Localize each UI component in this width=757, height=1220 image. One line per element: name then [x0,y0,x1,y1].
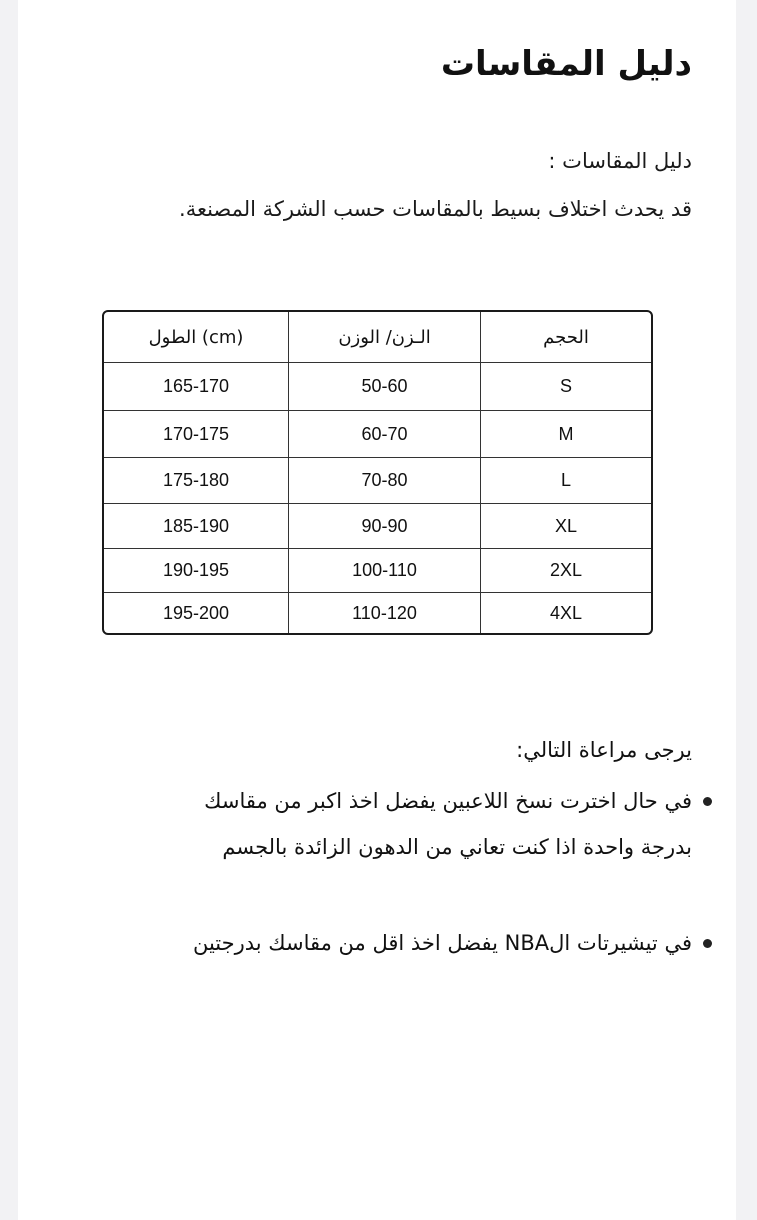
cell-weight: 60-70 [289,411,481,457]
table-row [104,592,651,633]
cell-height: 175-180 [104,458,289,503]
table-row [104,548,651,592]
table-row [104,362,651,410]
table-row [104,410,651,457]
cell-weight: 50-60 [289,363,481,410]
header-weight: الـزن/ الوزن [289,312,481,362]
cell-size: M [558,423,574,444]
header-height: (cm) الطول [104,312,289,362]
size-guide-page [18,0,736,1220]
note-text-line: في حال اخترت نسخ اللاعبين يفضل اخذ اكبر من مقاسك [204,789,692,813]
cell-height: 185-190 [104,504,289,548]
cell-size: 4XL [549,602,583,623]
table-row [104,503,651,548]
intro-label: دليل المقاسات : [548,149,692,173]
cell-height: 190-195 [104,549,289,592]
intro-text: قد يحدث اختلاف بسيط بالمقاسات حسب الشركة المصنعة. [179,197,692,221]
cell-size: L [560,470,571,490]
page-title: دليل المقاسات [440,44,692,84]
cell-size: 2XL [549,560,583,580]
cell-weight: 90-90 [289,504,481,548]
cell-weight: 70-80 [289,458,481,503]
bullet-dot-icon [703,939,712,948]
size-table [102,310,653,635]
note-text-line: بدرجة واحدة اذا كنت تعاني من الدهون الزائدة بالجسم [222,835,692,859]
cell-weight: 110-120 [289,593,481,633]
bullet-dot-icon [703,797,712,806]
note-bullet-item [112,920,712,966]
notes-title: يرجى مراعاة التالي: [516,738,692,762]
cell-height: 170-175 [104,411,289,457]
cell-weight: 100-110 [289,549,481,592]
cell-height: 165-170 [104,363,289,410]
cell-height: 195-200 [104,593,289,633]
table-row [104,457,651,503]
note-bullet-item [112,778,712,870]
cell-size: S [559,376,572,396]
cell-size: XL [554,515,578,536]
note-text-line: في تيشيرتات الNBA يفضل اخذ اقل من مقاسك بدرجتين [192,931,692,955]
table-header-row [104,312,651,362]
header-size: الحجم [543,326,589,348]
